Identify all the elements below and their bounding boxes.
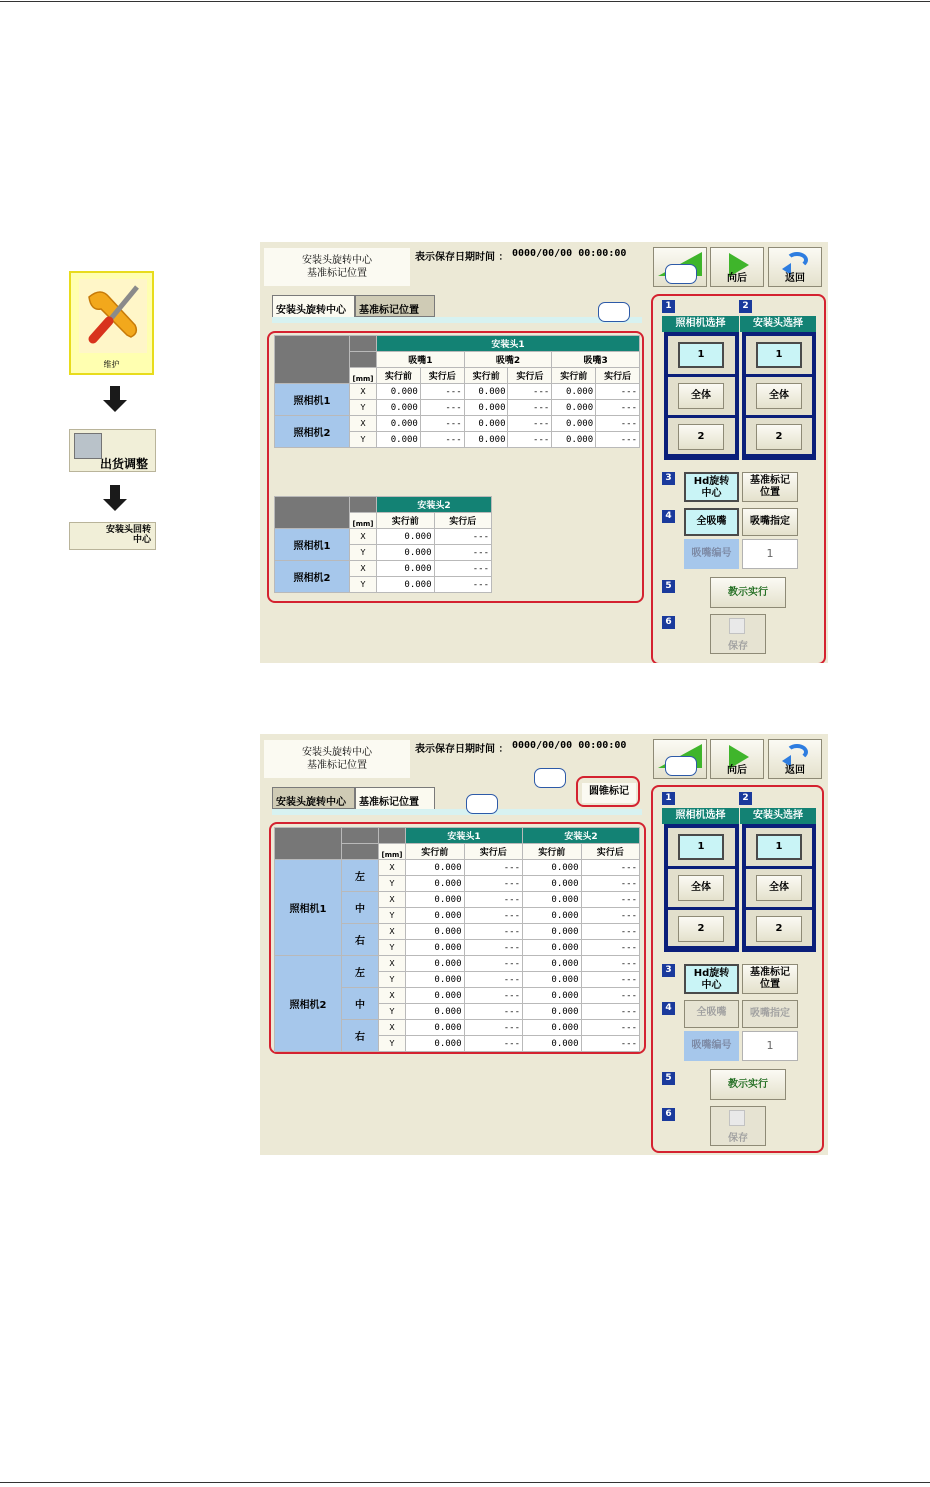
position-label: 右 xyxy=(342,924,379,956)
nozzle-specify-button[interactable]: 吸嘴指定 xyxy=(742,1000,798,1028)
select-cell xyxy=(746,377,812,415)
value-cell: 0.000 xyxy=(552,432,596,448)
value-cell: --- xyxy=(581,1036,640,1052)
value-cell: 0.000 xyxy=(406,908,465,924)
shipment-adjust-tile[interactable] xyxy=(69,429,156,472)
value-cell: 0.000 xyxy=(552,416,596,432)
circle-mark-button[interactable]: 圆锥标记 xyxy=(582,783,636,803)
forward-button[interactable]: 向后 xyxy=(710,739,764,779)
value-cell: --- xyxy=(596,384,640,400)
value-cell: --- xyxy=(434,529,492,545)
position-label: 右 xyxy=(342,1020,379,1052)
bottom-rule xyxy=(0,1482,930,1483)
tab-reference-mark[interactable]: 基准标记位置 xyxy=(355,787,435,809)
value-cell: 0.000 xyxy=(523,876,582,892)
value-cell: 0.000 xyxy=(523,956,582,972)
value-cell: 0.000 xyxy=(464,416,508,432)
select-cell xyxy=(668,910,735,946)
position-label: 左 xyxy=(342,956,379,988)
axis-label: Y xyxy=(379,1004,406,1020)
all-nozzle-button[interactable]: 全吸嘴 xyxy=(684,508,739,536)
head-select-button[interactable]: 全体 xyxy=(756,383,802,409)
value-cell: --- xyxy=(581,908,640,924)
save-label: 保存 xyxy=(728,641,748,652)
value-cell: 0.000 xyxy=(464,432,508,448)
tab-rotation-center[interactable]: 安装头旋转中心 xyxy=(272,295,355,317)
axis-label: X xyxy=(379,988,406,1004)
value-cell: 0.000 xyxy=(552,384,596,400)
axis-label: X xyxy=(379,956,406,972)
value-cell: --- xyxy=(464,1036,523,1052)
value-cell: 0.000 xyxy=(464,400,508,416)
select-cell xyxy=(668,377,735,415)
value-cell: 0.000 xyxy=(377,416,421,432)
column-header: 实行后 xyxy=(508,368,552,384)
value-cell: --- xyxy=(434,561,492,577)
nozzle-header: 吸嘴1 xyxy=(377,352,465,368)
value-cell: 0.000 xyxy=(406,860,465,876)
value-cell: --- xyxy=(581,876,640,892)
forward-button[interactable]: 向后 xyxy=(710,247,764,287)
step-number-badge: 3 xyxy=(662,472,675,485)
value-cell: 0.000 xyxy=(406,1004,465,1020)
teach-execute-button[interactable]: 教示实行 xyxy=(710,577,786,608)
value-cell: --- xyxy=(464,1020,523,1036)
unit-label: [mm] xyxy=(350,368,377,384)
camera-label: 照相机1 xyxy=(275,384,350,416)
axis-label: X xyxy=(379,1020,406,1036)
tab-rotation-center[interactable]: 安装头旋转中心 xyxy=(272,787,355,809)
step-number-badge: 4 xyxy=(662,1002,675,1015)
value-cell: 0.000 xyxy=(377,432,421,448)
camera-select-button[interactable]: 2 xyxy=(678,916,724,942)
select-cell xyxy=(668,869,735,907)
value-cell: 0.000 xyxy=(552,400,596,416)
value-cell: 0.000 xyxy=(406,1036,465,1052)
value-cell: --- xyxy=(581,1020,640,1036)
value-cell: 0.000 xyxy=(523,1036,582,1052)
value-cell: --- xyxy=(581,860,640,876)
step-number-badge: 5 xyxy=(662,580,675,593)
head-select-button[interactable]: 1 xyxy=(756,342,802,368)
select-cell xyxy=(746,418,812,454)
value-cell: --- xyxy=(420,432,464,448)
value-cell: 0.000 xyxy=(406,956,465,972)
axis-label: X xyxy=(379,860,406,876)
value-cell: --- xyxy=(434,545,492,561)
axis-label: Y xyxy=(379,876,406,892)
step-number-badge: 5 xyxy=(662,1072,675,1085)
unit-label: [mm] xyxy=(350,513,377,529)
axis-label: Y xyxy=(379,940,406,956)
camera-select-button[interactable]: 全体 xyxy=(678,383,724,409)
value-cell: 0.000 xyxy=(464,384,508,400)
value-cell: --- xyxy=(464,924,523,940)
head-select-button[interactable]: 2 xyxy=(756,916,802,942)
position-label: 中 xyxy=(342,988,379,1020)
axis-label: X xyxy=(350,529,377,545)
column-header: 实行前 xyxy=(377,513,435,529)
value-cell: --- xyxy=(420,384,464,400)
value-cell: --- xyxy=(464,988,523,1004)
value-cell: 0.000 xyxy=(377,561,435,577)
value-cell: 0.000 xyxy=(523,1004,582,1020)
head-rotation-center-tile[interactable] xyxy=(69,522,156,550)
value-cell: 0.000 xyxy=(523,908,582,924)
axis-label: X xyxy=(350,416,377,432)
axis-label: X xyxy=(350,384,377,400)
column-header: 实行后 xyxy=(420,368,464,384)
column-header: 实行后 xyxy=(434,513,492,529)
head-title: 安装头1 xyxy=(377,336,640,352)
camera-label: 照相机1 xyxy=(275,860,342,956)
value-cell: --- xyxy=(581,924,640,940)
all-nozzle-button[interactable]: 全吸嘴 xyxy=(684,1000,739,1028)
position-label: 中 xyxy=(342,892,379,924)
camera-select-button[interactable]: 全体 xyxy=(678,875,724,901)
value-cell: --- xyxy=(420,416,464,432)
shipment-adjust-label: 出货调整 xyxy=(100,457,149,471)
value-cell: --- xyxy=(581,972,640,988)
value-cell: --- xyxy=(581,940,640,956)
select-cell xyxy=(668,336,735,374)
head-title: 安装头2 xyxy=(377,497,492,513)
axis-label: Y xyxy=(379,972,406,988)
control-panel xyxy=(260,242,828,663)
axis-label: X xyxy=(350,561,377,577)
value-cell: 0.000 xyxy=(523,860,582,876)
axis-label: Y xyxy=(350,577,377,593)
column-header: 实行前 xyxy=(552,368,596,384)
camera-select-header: 照相机选择 xyxy=(662,808,739,824)
camera-select-header: 照相机选择 xyxy=(662,316,739,332)
camera-select-button[interactable]: 1 xyxy=(678,342,724,368)
value-cell: 0.000 xyxy=(523,892,582,908)
camera-select-button[interactable]: 2 xyxy=(678,424,724,450)
value-cell: --- xyxy=(464,892,523,908)
maintenance-icon xyxy=(79,279,147,353)
value-cell: 0.000 xyxy=(523,988,582,1004)
value-cell: --- xyxy=(581,988,640,1004)
value-cell: --- xyxy=(581,956,640,972)
save-disk-icon xyxy=(729,1110,745,1126)
save-date-value: 0000/00/00 00:00:00 xyxy=(512,248,627,259)
value-cell: --- xyxy=(464,956,523,972)
camera-label: 照相机2 xyxy=(275,416,350,448)
save-button[interactable] xyxy=(710,614,766,654)
step-number-badge: 3 xyxy=(662,964,675,977)
select-cell xyxy=(746,910,812,946)
value-cell: --- xyxy=(464,1004,523,1020)
value-cell: 0.000 xyxy=(523,924,582,940)
nozzle-number-field[interactable]: 1 xyxy=(742,539,798,569)
column-header: 实行后 xyxy=(581,844,640,860)
head-select-button[interactable]: 全体 xyxy=(756,875,802,901)
column-header: 实行前 xyxy=(464,368,508,384)
reference-mark-button[interactable]: 基准标记 位置 xyxy=(742,472,798,502)
head-title: 安装头1 xyxy=(406,828,523,844)
top-rule xyxy=(0,1,930,2)
value-cell: --- xyxy=(581,1004,640,1020)
screen-title: 安装头旋转中心 基准标记位置 xyxy=(264,740,410,778)
camera-label: 照相机1 xyxy=(275,529,350,561)
return-button[interactable]: 返回 xyxy=(768,247,822,287)
value-cell: 0.000 xyxy=(377,577,435,593)
value-cell: --- xyxy=(464,908,523,924)
step-number-badge: 1 xyxy=(662,792,675,805)
value-cell: 0.000 xyxy=(377,545,435,561)
save-disk-icon xyxy=(729,618,745,634)
value-cell: --- xyxy=(596,400,640,416)
hd-rotation-center-button[interactable]: Hd旋转 中心 xyxy=(684,472,739,502)
value-cell: --- xyxy=(581,892,640,908)
value-cell: --- xyxy=(464,876,523,892)
value-cell: --- xyxy=(464,940,523,956)
teach-execute-button[interactable]: 教示实行 xyxy=(710,1069,786,1100)
camera-label: 照相机2 xyxy=(275,561,350,593)
camera-label: 照相机2 xyxy=(275,956,342,1052)
machine-icon xyxy=(74,433,102,459)
nozzle-specify-button[interactable]: 吸嘴指定 xyxy=(742,508,798,536)
select-cell xyxy=(746,828,812,866)
head-rotation-center-label: 安装头回转 中心 xyxy=(105,525,151,545)
maintenance-tile[interactable] xyxy=(69,271,154,375)
nozzle-number-label: 吸嘴编号 xyxy=(684,1031,739,1061)
screen-rotation-center xyxy=(260,242,828,663)
step-number-badge: 1 xyxy=(662,300,675,313)
value-cell: 0.000 xyxy=(406,1020,465,1036)
axis-label: X xyxy=(379,924,406,940)
position-label: 左 xyxy=(342,860,379,892)
nozzle-header: 吸嘴3 xyxy=(552,352,640,368)
select-cell xyxy=(746,336,812,374)
column-header: 实行前 xyxy=(406,844,465,860)
save-label: 保存 xyxy=(728,1133,748,1144)
return-button[interactable]: 返回 xyxy=(768,739,822,779)
unit-label: [mm] xyxy=(379,844,406,860)
value-cell: --- xyxy=(420,400,464,416)
value-cell: 0.000 xyxy=(406,924,465,940)
step-number-badge: 2 xyxy=(739,300,752,313)
value-cell: 0.000 xyxy=(377,529,435,545)
value-cell: --- xyxy=(596,416,640,432)
hd-rotation-center-button[interactable]: Hd旋转 中心 xyxy=(684,964,739,994)
select-cell xyxy=(668,828,735,866)
head-select-button[interactable]: 2 xyxy=(756,424,802,450)
nozzle-header: 吸嘴2 xyxy=(464,352,552,368)
value-cell: --- xyxy=(508,384,552,400)
value-cell: --- xyxy=(508,432,552,448)
save-date-label: 表示保存日期时间 ： xyxy=(415,744,509,755)
save-date-value: 0000/00/00 00:00:00 xyxy=(512,740,627,751)
column-header: 实行后 xyxy=(596,368,640,384)
value-cell: 0.000 xyxy=(523,972,582,988)
value-cell: 0.000 xyxy=(406,988,465,1004)
value-cell: --- xyxy=(464,972,523,988)
step-number-badge: 2 xyxy=(739,792,752,805)
value-cell: 0.000 xyxy=(406,972,465,988)
axis-label: Y xyxy=(379,1036,406,1052)
value-cell: 0.000 xyxy=(406,940,465,956)
value-cell: --- xyxy=(434,577,492,593)
head-select-header: 安装头选择 xyxy=(740,316,816,332)
column-header: 实行前 xyxy=(523,844,582,860)
axis-label: Y xyxy=(379,908,406,924)
axis-label: Y xyxy=(350,432,377,448)
reference-mark-button[interactable]: 基准标记 位置 xyxy=(742,964,798,994)
select-cell xyxy=(746,869,812,907)
head-title: 安装头2 xyxy=(523,828,640,844)
value-cell: --- xyxy=(596,432,640,448)
column-header: 实行前 xyxy=(377,368,421,384)
nozzle-number-label: 吸嘴编号 xyxy=(684,539,739,569)
head-select-header: 安装头选择 xyxy=(740,808,816,824)
head-select-button[interactable]: 1 xyxy=(756,834,802,860)
axis-label: Y xyxy=(350,400,377,416)
tab-reference-mark[interactable]: 基准标记位置 xyxy=(355,295,435,317)
nozzle-number-field[interactable]: 1 xyxy=(742,1031,798,1061)
value-cell: 0.000 xyxy=(377,400,421,416)
value-cell: --- xyxy=(508,416,552,432)
screen-title: 安装头旋转中心 基准标记位置 xyxy=(264,248,410,286)
value-cell: 0.000 xyxy=(406,876,465,892)
step-number-badge: 6 xyxy=(662,616,675,629)
save-date-label: 表示保存日期时间 ： xyxy=(415,252,509,263)
control-panel xyxy=(260,734,828,1155)
select-cell xyxy=(668,418,735,454)
value-cell: 0.000 xyxy=(523,1020,582,1036)
value-cell: 0.000 xyxy=(406,892,465,908)
value-cell: 0.000 xyxy=(377,384,421,400)
step-number-badge: 4 xyxy=(662,510,675,523)
axis-label: X xyxy=(379,892,406,908)
axis-label: Y xyxy=(350,545,377,561)
screen-reference-mark xyxy=(260,734,828,1155)
camera-select-button[interactable]: 1 xyxy=(678,834,724,860)
maintenance-label: 维护 xyxy=(103,360,120,369)
value-cell: --- xyxy=(464,860,523,876)
step-number-badge: 6 xyxy=(662,1108,675,1121)
value-cell: --- xyxy=(508,400,552,416)
column-header: 实行后 xyxy=(464,844,523,860)
value-cell: 0.000 xyxy=(523,940,582,956)
save-button[interactable] xyxy=(710,1106,766,1146)
